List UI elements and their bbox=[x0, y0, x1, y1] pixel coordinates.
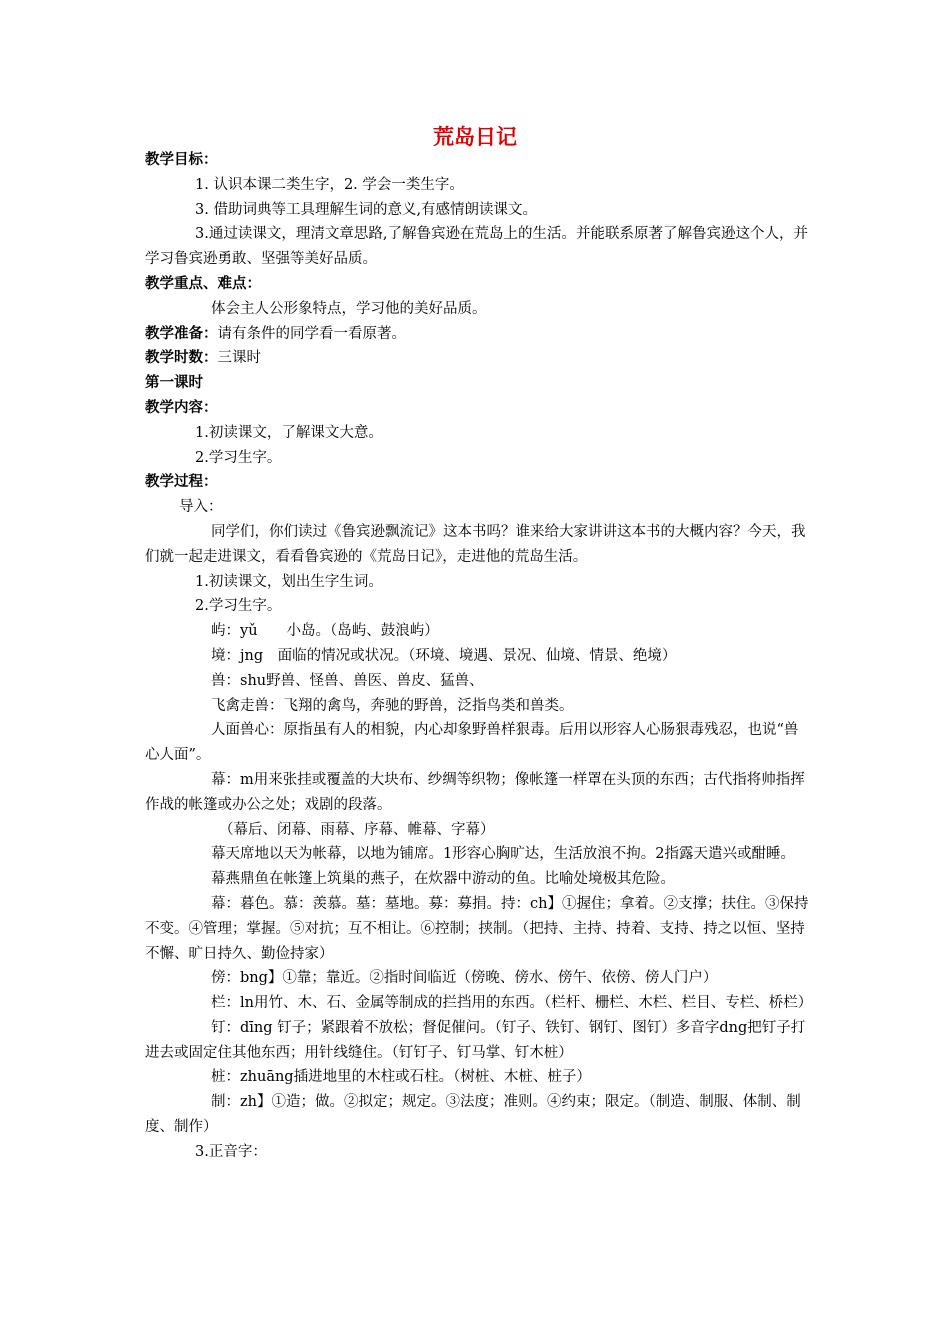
line-text: 三课时 bbox=[217, 350, 261, 367]
document-title: 荒岛日记 bbox=[433, 125, 517, 149]
body-paragraph: 体会主人公形象特点，学习他的美好品质。 bbox=[211, 300, 487, 317]
body-paragraph: 幕天席地以天为帐幕，以地为铺席。1形容心胸旷达，生活放浪不拘。2指露天遣兴或酣睡。 bbox=[211, 846, 795, 863]
body-paragraph: 兽：shu野兽、怪兽、兽医、兽皮、猛兽、 bbox=[211, 672, 484, 689]
body-paragraph: 傍：bng】①靠；靠近。②指时间临近（傍晚、傍水、傍午、依傍、傍人门户） bbox=[211, 970, 718, 987]
body-paragraph: 幕：暮色。慕：羡慕。墓：墓地。募：募捐。持：ch】①握住；拿着。②支撑；扶住。③保持不变。④管理；掌握。⑤对抗；互不相让。⑥控制；挟制。（把持、主持、持着、支持、持之以恒、坚持不懈、旷日持久、勤俭持家） bbox=[145, 895, 809, 962]
labeled-line bbox=[145, 322, 810, 347]
document-body bbox=[145, 148, 813, 1165]
body-paragraph: 飞禽走兽：飞翔的禽鸟，奔驰的野兽，泛指鸟类和兽类。 bbox=[211, 697, 574, 714]
labeled-line bbox=[145, 346, 810, 371]
body-paragraph: 桩：zhuāng插进地里的木柱或石柱。（树桩、木桩、桩子） bbox=[211, 1069, 591, 1086]
body-paragraph: 钉：dīng 钉子；紧跟着不放松；督促催问。（钉子、铁钉、钢钉、图钉）多音字dng把钉子打进去或固定住其他东西；用针线缝住。（钉钉子、钉马掌、钉木桩） bbox=[145, 1019, 806, 1061]
body-paragraph: 屿：yǔ 小岛。（岛屿、鼓浪屿） bbox=[211, 623, 439, 640]
body-paragraph: 3.正音字： bbox=[195, 1143, 267, 1160]
body-paragraph: 2.学习生字。 bbox=[195, 598, 282, 615]
body-paragraph: 3. 借助词典等工具理解生词的意义,有感情朗读课文。 bbox=[195, 201, 538, 218]
body-paragraph: 1.初读课文，了解课文大意。 bbox=[195, 424, 383, 441]
body-paragraph: 境：jng 面临的情况或状况。（环境、境遇、景况、仙境、情景、绝境） bbox=[211, 647, 677, 664]
body-paragraph: 导入： bbox=[179, 499, 223, 516]
section-heading: 教学目标： bbox=[145, 152, 218, 168]
body-paragraph: 制：zh】①造；做。②拟定；规定。③法度；准则。④约束；限定。（制造、制服、体制、制度、制作） bbox=[145, 1094, 801, 1136]
body-paragraph: （幕后、闭幕、雨幕、序幕、帷幕、字幕） bbox=[219, 821, 495, 838]
body-paragraph: 3.通过读课文，理清文章思路,了解鲁宾逊在荒岛上的生活。并能联系原著了解鲁宾逊这个人，并学习鲁宾逊勇敢、坚强等美好品质。 bbox=[145, 226, 808, 268]
section-heading: 第一课时 bbox=[145, 375, 203, 392]
body-paragraph: 同学们，你们读过《鲁宾逊飘流记》这本书吗？谁来给大家讲讲这本书的大概内容？今天，我们就一起走进课文，看看鲁宾逊的《荒岛日记》，走进他的荒岛生活。 bbox=[145, 523, 806, 565]
body-paragraph: 1.初读课文，划出生字生词。 bbox=[195, 573, 383, 590]
body-paragraph: 1. 认识本课二类生字，2. 学会一类生字。 bbox=[195, 176, 464, 193]
section-heading: 教学重点、难点： bbox=[145, 275, 261, 292]
body-paragraph: 幕燕鼎鱼在帐篷上筑巢的燕子，在炊器中游动的鱼。比喻处境极其危险。 bbox=[211, 871, 675, 888]
line-label: 教学时数： bbox=[145, 350, 218, 367]
line-label: 教学准备： bbox=[145, 325, 218, 342]
body-paragraph: 栏：ln用竹、木、石、金属等制成的拦挡用的东西。（栏杆、栅栏、木栏、栏目、专栏、桥栏） bbox=[211, 995, 813, 1012]
line-text: 请有条件的同学看一看原著。 bbox=[217, 325, 406, 342]
section-heading: 教学过程： bbox=[145, 474, 218, 491]
section-heading: 教学内容： bbox=[145, 399, 218, 416]
body-paragraph: 幕：m用来张挂或覆盖的大块布、纱绸等织物；像帐篷一样罩在头顶的东西；古代指将帅指挥作战的帐篷或办公之处；戏剧的段落。 bbox=[145, 771, 805, 813]
body-paragraph: 人面兽心：原指虽有人的相貌，内心却象野兽样狠毒。后用以形容人心肠狠毒残忍，也说“兽心人面”。 bbox=[145, 722, 799, 764]
body-paragraph: 2.学习生字。 bbox=[195, 449, 282, 466]
